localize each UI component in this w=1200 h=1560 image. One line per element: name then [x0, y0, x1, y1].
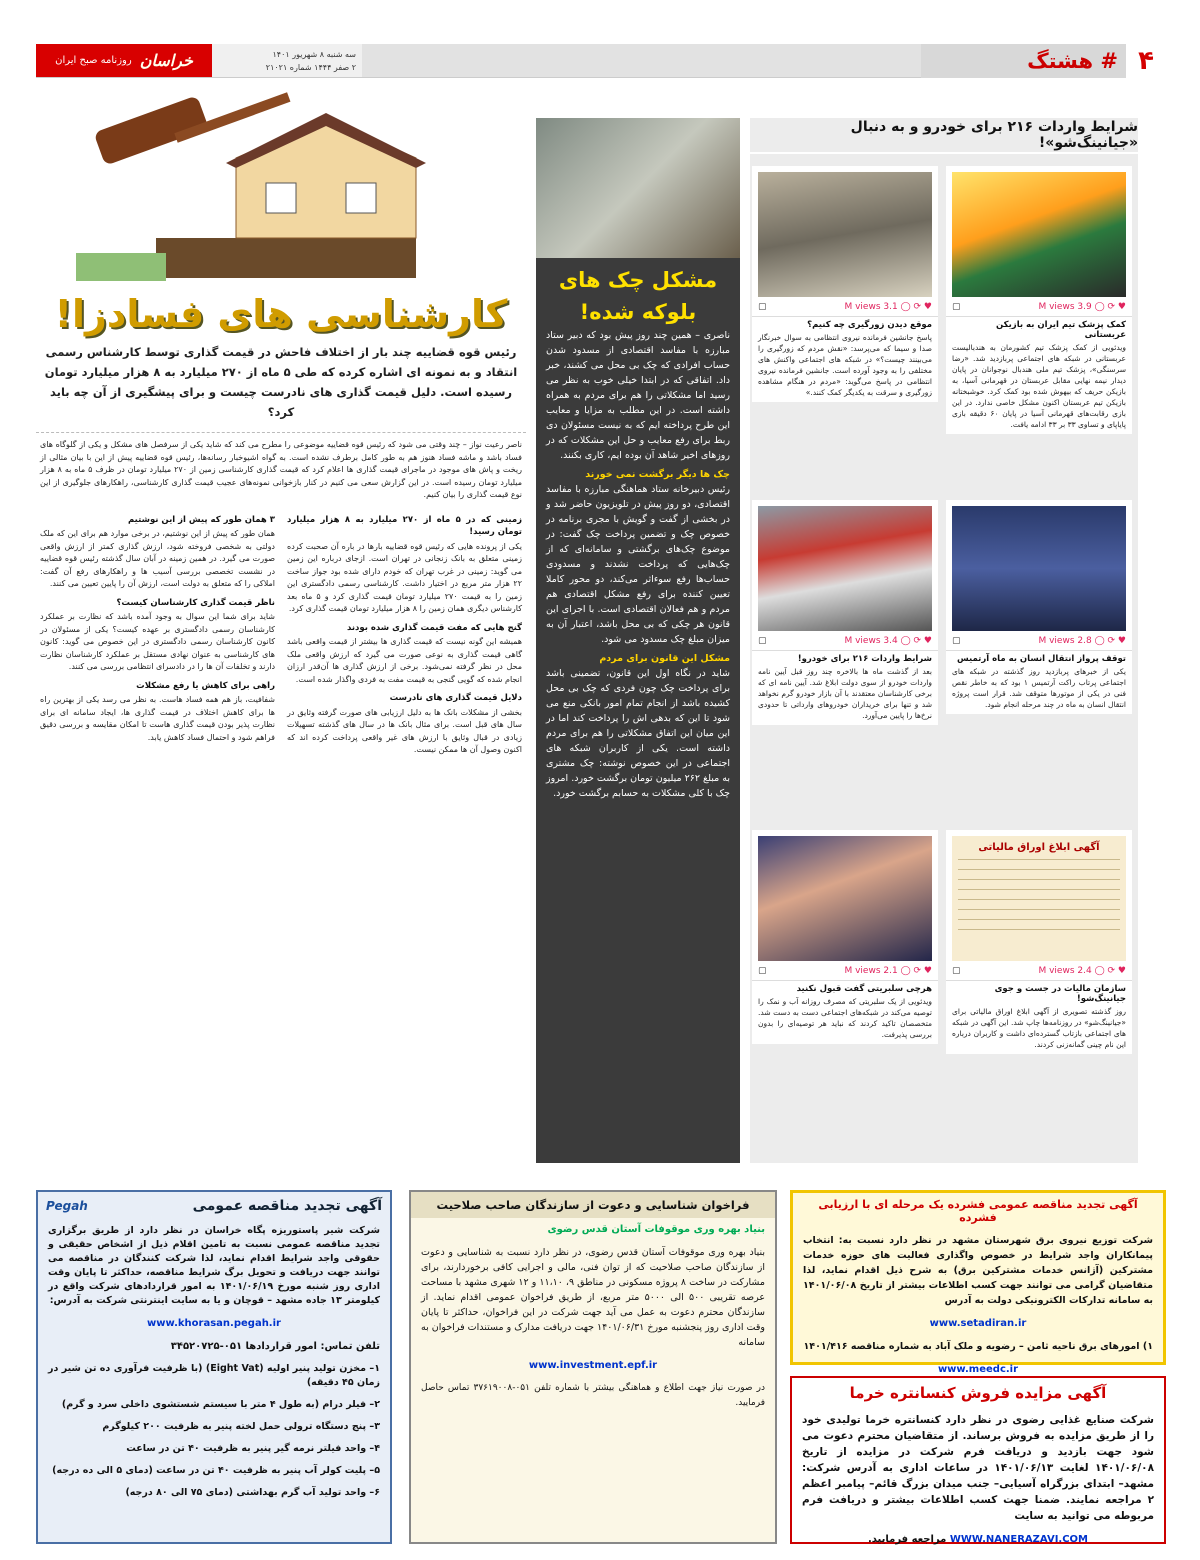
ad-link[interactable]: www.khorasan.pegah.ir	[147, 1318, 281, 1329]
post-text: پاسخ جانشین فرمانده نیروی انتظامی به سوال خبرنگار صدا و سیما که می‌پرسد: «نقش مردم که زورگیری را می‌بینند چیست؟» در شبکه های اجتماعی واکنش های مختلفی را به وجود آورده است. جانشین فرمانده نیروی انتظامی در پاسخ می‌گوید: «مردم در هنگام مشاهده زورگیری و سرقت به یکدیگر کمک کنند.»	[758, 333, 932, 397]
check-article: مشکل چک های بلوکه شده! ناصری – همین چند روز پیش بود که دبیر ستاد مبارزه با مفاسد اقتصادی از مسدود شدن حساب افرادی که چک بی محل می کشند، خبر داد. اتفاقی که در ابتدا خیلی خوب به نظر می رسید اما مشکلاتی را هم برای مردم به همراه داشته است. در این مطلب به مزایا و معایب این طرح پرداخته ایم که به نیست مسئولان دی ربط برای رفع معایب و حل این مشکلات که در روزهای اخیر شاهد آن بوده ایم، کاری بکنند. چک ها دیگر برگشت نمی خورند رئیس دبیرخانه ستاد هماهنگی مبارزه با مفاسد اقتصادی، دو روز پیش در تلویزیون حاضر شد و در بخشی از گفت و گویش با مجری برنامه در خصوص چک و تضمین پرداخت چک گفت: در موضوع چک‌های برگشتی و سامانه‌ای که از چک‌هایی که پرداخت نشدند و مسدودی حساب‌ها رفع سوءاثر می‌کند، دو محور کاملا تعیین کننده برای رفع مشکل اقتصادی هم مردم و هم فعالان اقتصادی است. با اجرای این قانون هر چکی که بی محل باشد، اعتبار آن به میزان مبلغ چک مسدود می شود. مشکل این قانون برای مردم شاید در نگاه اول این قانون، تضمینی باشد برای پرداخت چک چون فردی که چک بی محل کشیده باشد از انجام تمام امور بانکی منع می شود تا این که بدهی اش را پرداخت کند اما در این میان این اتفاق مشکلاتی را هم برای مردم داشته است. یکی از کاربران شبکه های اجتماعی در این خصوص نوشته: چک مشتری به مبلغ ۲۶۲ میلیون تومان برگشت خورد. امروز چک با کلی مشکلات به حسابم برگشت خورد.	[536, 118, 740, 1163]
post-text: ویدئویی از یک سلبریتی که مصرف روزانه آب و نمک را توصیه می‌کند در شبکه‌های اجتماعی دست به دست شد. متخصصان تاکید کردند که نباید هر توصیه‌ای را بدون بررسی پذیرفت.	[758, 997, 932, 1039]
share-icon: ▢	[758, 965, 767, 976]
post-card	[946, 500, 1132, 714]
post-text: بعد از گذشت ماه ها بالاخره چند روز قبل آیین نامه واردات خودرو از سوی دولت ابلاغ شد. آیین نامه ای که برخی کارشناسان معتقدند با آن بازار خودرو گرم نخواهد شد و تنها برای خریداران خودروهای وارداتی تا حدودی نرخ‌ها را پایین می‌آورد.	[758, 667, 932, 720]
page-header	[36, 44, 1166, 78]
issue-date: سه شنبه ۸ شهریور ۱۴۰۱ ۲ صفر ۱۴۴۴ شماره ۲۱۰۲۱	[212, 44, 362, 77]
post-image	[952, 506, 1126, 631]
pegah-logo: Pegah	[46, 1199, 88, 1213]
heart-icon: ♥ ⟳ ◯ 3.4 M views	[844, 635, 932, 646]
post-card	[752, 166, 938, 402]
social-column	[750, 118, 1138, 1163]
share-icon: ▢	[952, 635, 961, 646]
post-text: یکی از خبرهای پربازدید روز گذشته در شبکه های اجتماعی پرتاب راکت آرتمیس ۱ بود که به خاطر نقص فنی در یکی از موتورها متوقف شد. قرار است پروژه انتقال انسان به ماه در چند مرحله انجام شود.	[952, 667, 1126, 709]
post-image: آگهی ابلاغ اوراق مالیاتی	[952, 836, 1126, 961]
post-card	[752, 500, 938, 725]
article-intro: ناصر رعیت نواز – چند وقتی می شود که رئیس قوه قضاییه موضوعی را مطرح می کند که شاید یکی از سرفصل های مشکل و یکی از گلوگاه های فساد باشد و ماشه فساد هنوز هم به طور کامل برطرف نشده است. به گواه اشیوخبار رسانه‌ها، رئیس قوه قضاییه پیش از این با بیان مثالی از ریخت و پاش های موجود در ماجرای قیمت گذاری ها اعلام کرد که قیمت گذاری کارشناسی زمین از ۲۷۰ میلیارد تومان در ظرف ۵ ماه به ۸ هزار میلیارد تومان رسیده است. در این گزارش سعی می کنیم در کنار بازخوانی نمونه‌های عجیب قیمت گذاری کارشناسی، راهکارهای جلوگیری از این نوع قیمت گذاری را بیان کنیم.	[36, 432, 526, 502]
post-title: کمک پزشک تیم ایران به بازیکن عربستانی	[996, 320, 1126, 340]
ad-link[interactable]: www.meedc.ir	[937, 1364, 1019, 1375]
post-card	[752, 830, 938, 1044]
heart-icon: ♥ ⟳ ◯ 2.8 M views	[1038, 635, 1126, 646]
post-card	[946, 830, 1132, 1054]
ad-link[interactable]: WWW.NANERAZAVI.COM	[949, 1534, 1089, 1545]
post-title: هرچی سلبریتی گفت قبول نکنید	[796, 984, 932, 994]
ad-link[interactable]: www.setadiran.ir	[929, 1318, 1027, 1329]
share-icon: ▢	[952, 301, 961, 312]
post-image	[952, 172, 1126, 297]
main-article	[36, 88, 526, 757]
post-image	[758, 172, 932, 297]
ad-pegah-tender: آگهی تجدید مناقصه عمومی Pegah شرکت شیر پاستوریزه پگاه خراسان در نظر دارد از طریق برگزاری تجدید مناقصه عمومی نسبت به تامین اقلام ذیل از اشخاص حقیقی و حقوقی واجد شرایط اقدام نماید، لذا شرکت کنندگان در مناقصه می توانند جهت دریافت و تحویل برگ شرایط مناقصه، حداکثر تا پایان وقت اداری روز شنبه مورخ ۱۴۰۱/۰۶/۱۹ به امور قراردادهای شرکت واقع در کیلومتر ۱۳ جاده مشهد – قوچان و یا به سایت اینترنتی شرکت به آدرس: www.khorasan.pegah.ir تلفن تماس: امور قراردادها ۰۵۱-۳۴۵۲۰۷۲۵ ۱– مخزن تولید پنیر اولیه (Eight Vat) (با ظرفیت فرآوری ده تن شیر در زمان ۴۵ دقیقه) ۲– فیلر درام (به طول ۴ متر با سیستم شستشوی داخلی سرد و گرم) ۳– پنج دستگاه ترولی حمل لخته پنیر به ظرفیت ۲۰۰ کیلوگرم ۴– واحد فیلتر نرمه گیر پنیر به ظرفیت ۴۰ تن در ساعت ۵– پلیت کولر آب پنیر به ظرفیت ۴۰ تن در ساعت (دمای ۵ الی ده درجه) ۶– واحد تولید آب گرم بهداشتی (دمای ۷۵ الی ۸۰ درجه)	[36, 1190, 392, 1544]
heart-icon: ♥ ⟳ ◯ 2.1 M views	[844, 965, 932, 976]
post-image	[758, 506, 932, 631]
post-title: موقع دیدن زورگیری چه کنیم؟	[807, 320, 932, 330]
subheading: چک ها دیگر برگشت نمی خورند	[585, 469, 730, 480]
share-icon: ▢	[952, 965, 961, 976]
ads-section	[36, 1190, 1166, 1544]
gavel-house-illustration	[36, 88, 526, 288]
subheading: مشکل این قانون برای مردم	[599, 653, 730, 664]
ad-astan-quds: فراخوان شناسایی و دعوت از سازندگان صاحب صلاحیت بنیاد بهره وری موقوفات آستان قدس رضوی بنیاد بهره وری موقوفات آستان قدس رضوی، در نظر دارد نسبت به شناسایی و دعوت از سازندگان صاحب صلاحیت که از توان فنی، مالی و اجرایی کافی برخوردارند، برای مشارکت در ساخت ۸ پروژه مسکونی در مناطق ۹، ۱۱،۱۰ و ۱۲ شهری مشهد با مساحت عرصه تقریبی ۵۰۰ الی ۵۰۰۰ متر مربع، از طریق فراخوان عمومی اقدام نماید. از سازندگان محترم دعوت به عمل می آید جهت شرکت در این فراخوان، حداکثر تا پایان وقت اداری روز پنجشنبه مورخ ۱۴۰۱/۰۶/۳۱ جهت دریافت مدارک و مستندات فراخوان به سامانه www.investment.epf.ir در صورت نیاز جهت اطلاع و هماهنگی بیشتر با شماره تلفن ۰۵۱-۳۷۶۱۹۰۰۸ تماس حاصل فرمایید.	[409, 1190, 777, 1544]
article-image	[536, 118, 740, 258]
ad-tozi-barq: آگهی تجدید مناقصه عمومی فشرده یک مرحله ای با ارزیابی فشرده شرکت توزیع نیروی برق شهرستان مشهد در نظر دارد نسبت به: انتخاب پیمانکاران واجد شرایط در خصوص واگذاری فعالیت های حوزه خدمات مشترکین (آژانس خدمات مشترکین برق) به شرح ذیل اقدام نماید، لذا متقاضیان گرامی می توانند جهت کسب اطلاعات بیشتر از تاریخ ۱۴۰۱/۰۶/۰۸ به سامانه تدارکات الکترونیکی دولت به آدرس www.setadiran.ir ۱) امورهای برق ناحیه ثامن – رضویه و ملک آباد به شماره مناقصه ۱۴۰۱/۴۱۶ www.meedc.ir	[790, 1190, 1166, 1365]
page-number: ۴	[1126, 44, 1166, 78]
share-icon: ▢	[758, 301, 767, 312]
social-column-title: شرایط واردات ۲۱۶ برای خودرو و به دنبال «جیانینگ‌شو»!	[750, 118, 1138, 154]
post-image	[758, 836, 932, 961]
newspaper-logo: خراسان روزنامه صبح ایران	[36, 44, 212, 77]
section-title: # هشتگ	[921, 44, 1126, 78]
heart-icon: ♥ ⟳ ◯ 3.9 M views	[1038, 301, 1126, 312]
post-title: توقف پرواز انتقال انسان به ماه آرتمیس	[957, 654, 1126, 664]
ad-razavi-dates: آگهی مزایده فروش کنسانتره خرما شرکت صنایع غذایی رضوی در نظر دارد کنسانتره خرما تولیدی خود را از طریق مزایده به فروش برساند. از متقاضیان محترم دعوت می شود جهت بازدید و دریافت فرم شرکت در مزایده از تاریخ ۱۴۰۱/۰۶/۰۸ لغایت ۱۴۰۱/۰۶/۱۳ در ساعات اداری به آدرس شرکت: مشهد– ابتدای بزرگراه آسیایی– جنب میدان بزرگ قائم– پیامبر اعظم ۲ مراجعه نمایند. ضمنا جهت کسب اطلاعات بیشتر و دریافت فرم مربوطه می توانید به سایت WWW.NANERAZAVI.COM مراجعه فرمایید.	[790, 1376, 1166, 1544]
share-icon: ▢	[758, 635, 767, 646]
article-lead: رئیس قوه قضاییه چند بار از اختلاف فاحش در قیمت گذاری توسط کارشناس رسمی انتقاد و به نمونه ای اشاره کرده که طی ۵ ماه از ۲۷۰ میلیارد به ۸ هزار میلیارد تومان رسیده است. دلیل قیمت گذاری های نادرست چیست و برای پیشگیری از آن چه باید کرد؟	[44, 345, 518, 419]
post-card	[946, 166, 1132, 434]
ad-link[interactable]: www.investment.epf.ir	[528, 1360, 658, 1371]
heart-icon: ♥ ⟳ ◯ 2.4 M views	[1038, 965, 1126, 976]
post-text: روز گذشته تصویری از آگهی ابلاغ اوراق مالیاتی برای «جیانینگ‌شو» در روزنامه‌ها چاپ شد. این آگهی در شبکه های اجتماعی بازتاب گسترده‌ای داشت و کاربران درباره این نام چینی گمانه‌زنی کردند.	[952, 1007, 1126, 1049]
post-title: سازمان مالیات در جست و جوی جیانینگ‌شو!	[994, 984, 1126, 1004]
article-image	[36, 88, 526, 288]
post-text: ویدئویی از کمک پزشک تیم کشورمان به هندبالیست عربستانی در شبکه های اجتماعی پربازدید شد. «رضا سرسنگی»، پزشک تیم ملی هندبال نوجوانان در پایان دیدار نیمه نهایی مقابل عربستان در قهرمانی آسیا، به بازیکن حریف که بیهوش شده بود کمک کرد. خوشبختانه بازیکن تیم عربستان اکنون مشکل خاصی ندارد. در این بازی رقابت‌های قهرمانی آسیا در پایان ۶۰ دقیقه بازی پایاپای و تساوی ۳۳ بر ۳۳ ادامه یافت.	[952, 343, 1126, 429]
heart-icon: ♥ ⟳ ◯ 3.1 M views	[844, 301, 932, 312]
article-title: کارشناسی های فسادزا!	[54, 292, 508, 336]
post-title: شرایط واردات ۲۱۶ برای خودرو!	[797, 654, 932, 664]
article-columns: زمینی که در ۵ ماه از ۲۷۰ میلیارد به ۸ هزار میلیارد تومان رسید! یکی از پرونده هایی که رئیس قوه قضاییه بارها در باره آن صحبت کرده زمینی متعلق به بانک زنجانی در تهران است. ازجای درباره این زمین می گوید: زمینی در غرب تهران که خودم دارای شده بود جواز ساخت ۲۲ هزار متر مربع در اختیار داشت. کارشناسی رسمی دادگستری این زمین را به قیمت ۲۷۰ میلیارد تومان قیمت گذاری کرد و ۵ ماه بعد کارشناس دیگری همان زمین را ۸ هزار میلیارد تومان قیمت گذاری کرد. گنج هایی که مفت قیمت گذاری شده بودند همیشه این گونه نیست که قیمت گذاری ها بیشتر از قیمت واقعی باشد گاهی قیمت گذاری به نوعی صورت می گیرد که ارزش واقعی ملک محل در نظر گرفته نمی‌شود. برخی از ارزش گذاری ها آن‌قدر ارزان انجام شده که گویی گنجی به قیمت مفت به فردی واگذار شده است. دلایل قیمت گذاری های نادرست بخشی از مشکلات بانک ها به دلیل ارزیابی های صورت گرفته وثایق در سال های قبل است. برای مثال بانک ها در سال های گذشته تسهیلات زیادی در قبال وثایق با ارزش های غیر واقعی پرداخت کرده اند که اکنون وصول آن ها ممکن نیست. ۳ همان طور که پیش از این نوشتیم همان طور که پیش از این نوشتیم، در برخی موارد هم برای این که ملک دولتی به شخصی فروخته شود، ارزش گذاری کمتر از ارزش واقعی صورت می گیرد. در همین زمینه در آبان سال گذشته رئیس قوه قضاییه در نشست تخصصی بررسی آسیب ها و راهکارهای رفع آن گفت: املاکی را که متعلق به دولت است، ارزش آن را پایین تعیین می کنند. ناظر قیمت گذاری کارشناسان کیست؟ شاید برای شما این سوال به وجود آمده باشد که نظارت بر عملکرد کارشناسان رسمی دادگستری بر عهده کیست؟ یکی از مسئولان در کانون کارشناسان رسمی دادگستری در این خصوص می گوید: کانون های کارشناسی به عنوان نهادی مستقل بر عملکرد کارشناسان نظارت دارند و تخلفات آن ها را در دادسرای انتظامی بررسی می کنند. راهی برای کاهش یا رفع مشکلات شفافیت، باز هم همه فساد هاست. به نظر می رسد یکی از بهترین راه ها برای کاهش اختلاف در قیمت گذاری ها، ایجاد سامانه ای برای نظارت پذیر بودن قیمت گذاری هاست تا امکان مقایسه و بررسی دقیق فراهم شود و احتمال فساد کاهش یابد.	[40, 514, 523, 754]
article-title: مشکل چک های بلوکه شده!	[558, 268, 718, 324]
